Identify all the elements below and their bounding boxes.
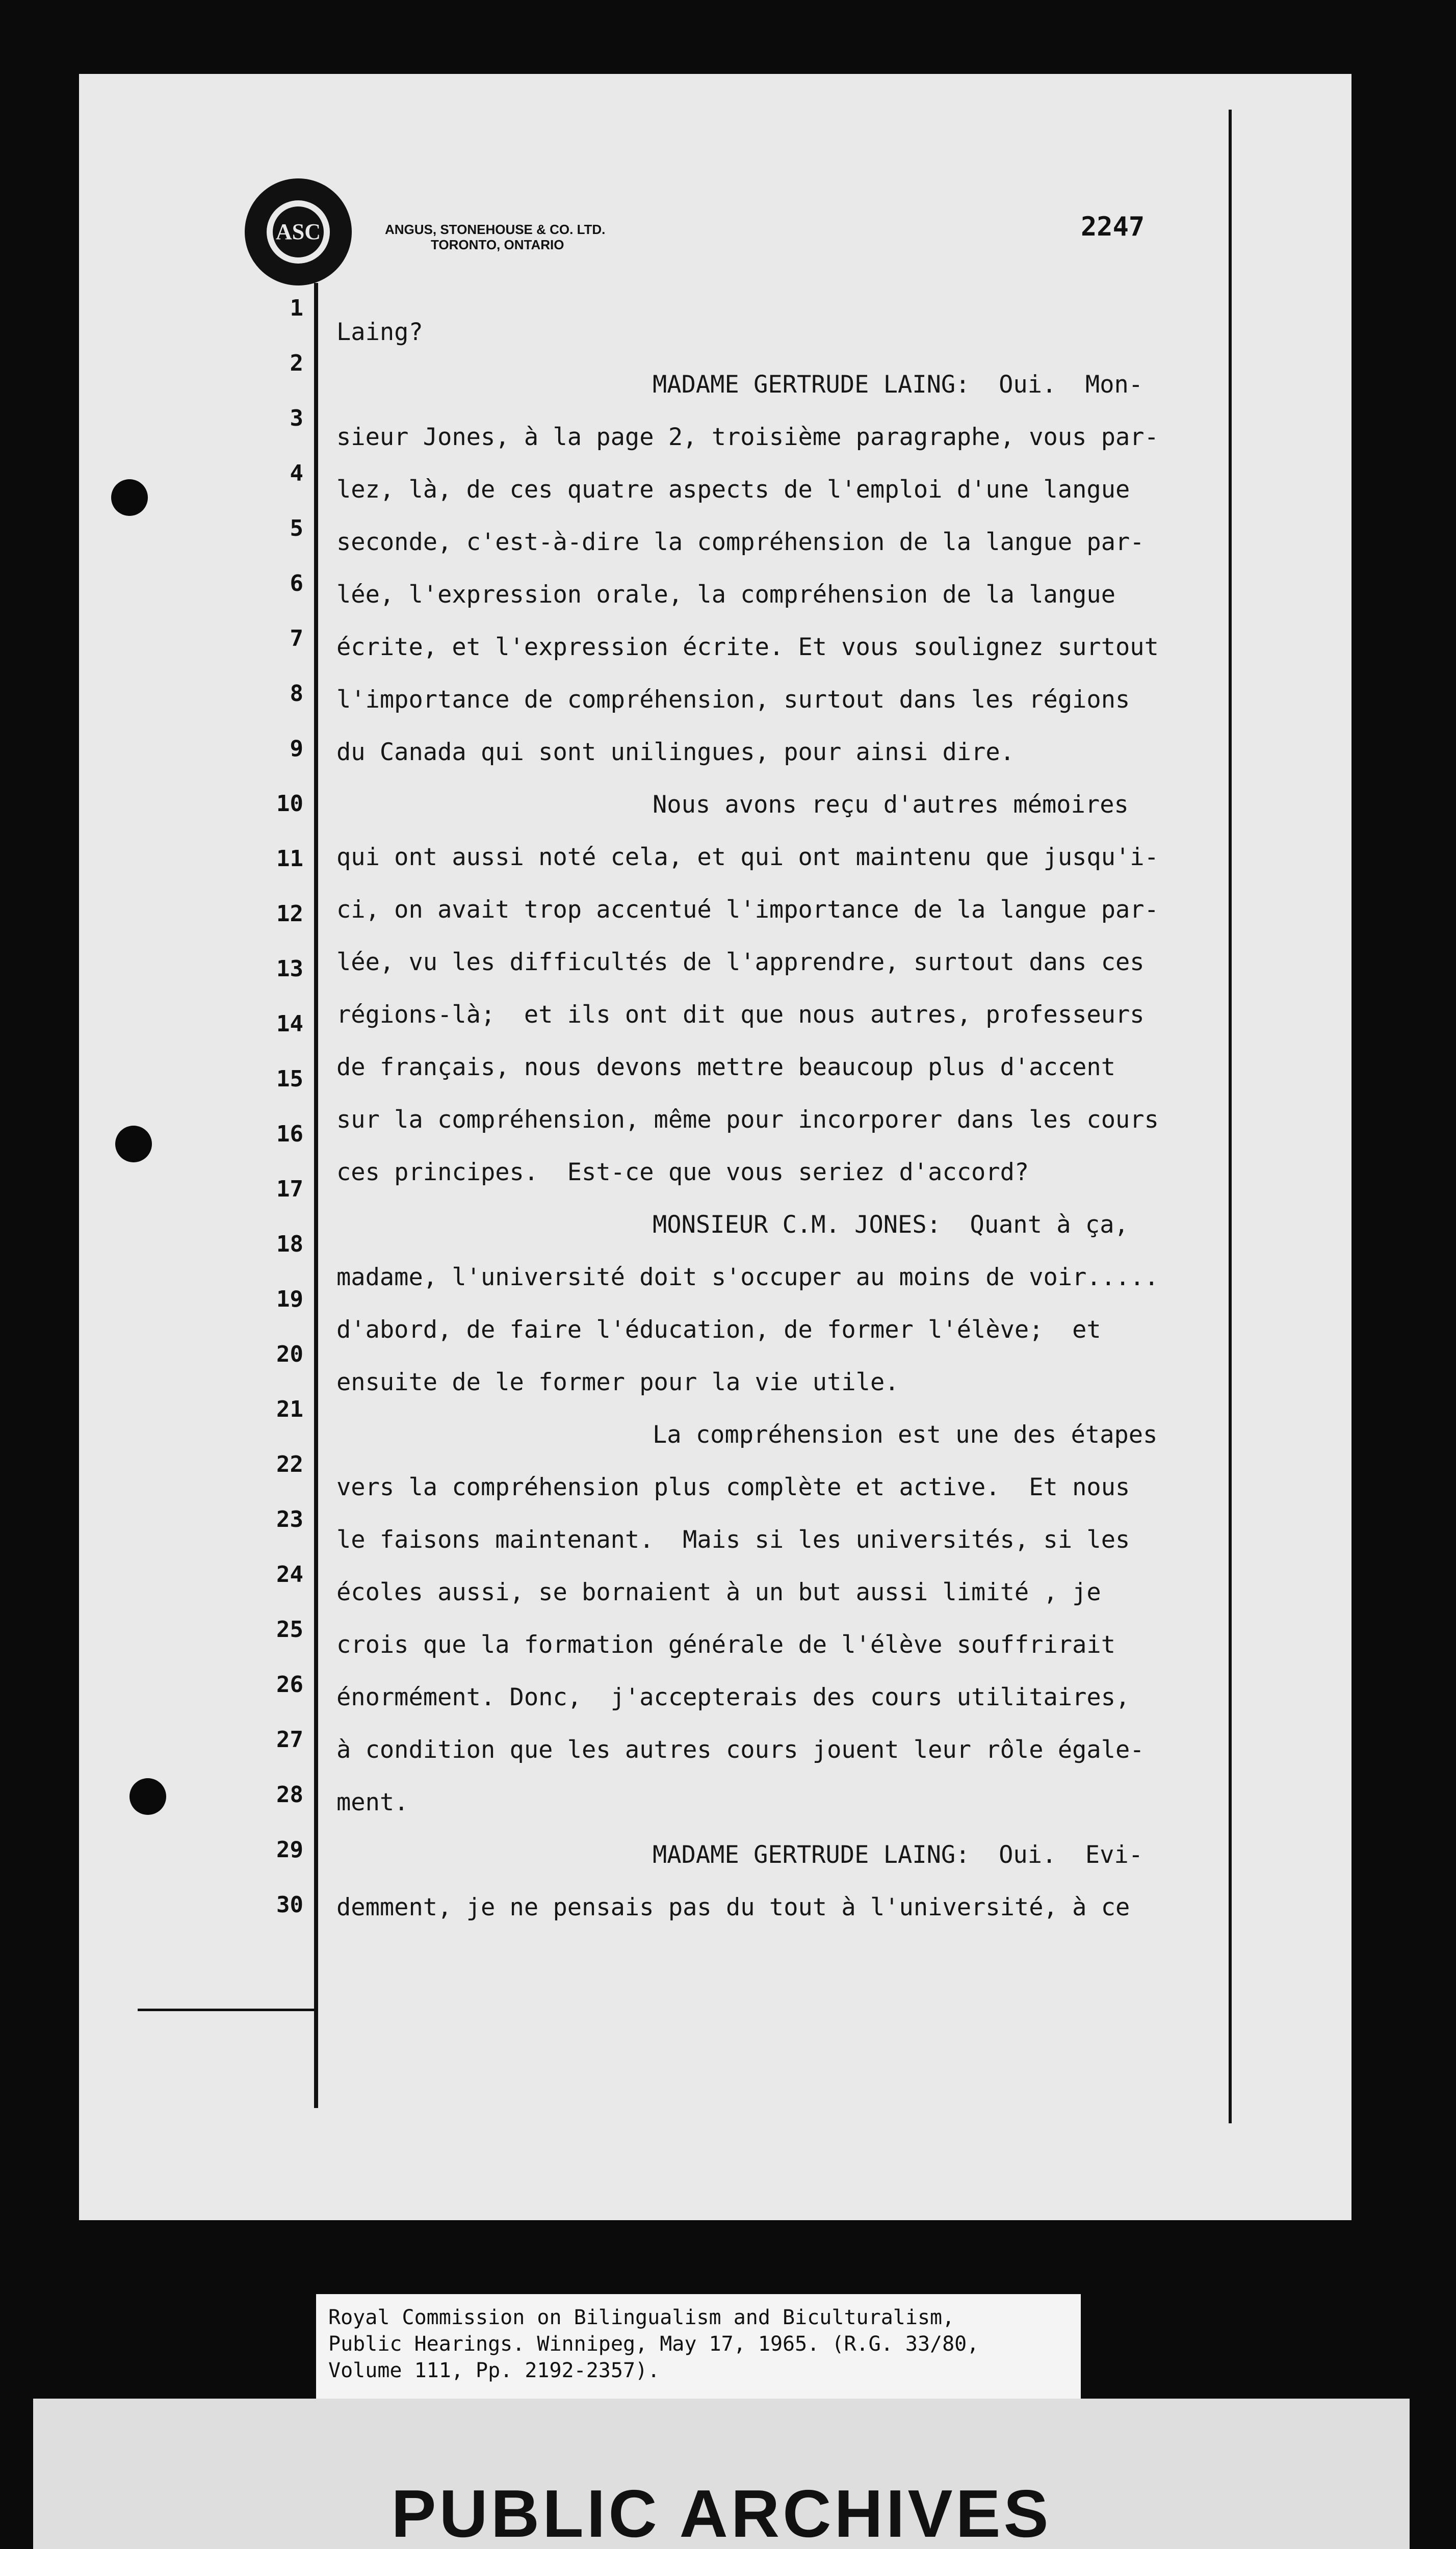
- line-number: 18: [276, 1231, 303, 1257]
- line-number: 10: [276, 791, 303, 817]
- transcript-line: sur la compréhension, même pour incorporer dans les cours: [336, 1106, 1159, 1134]
- transcript-line: MADAME GERTRUDE LAING: Oui. Mon-: [653, 371, 1143, 399]
- transcript-line: sieur Jones, à la page 2, troisième paragraphe, vous par-: [336, 423, 1159, 451]
- transcript-line: lée, vu les difficultés de l'apprendre, surtout dans ces: [336, 948, 1145, 976]
- transcript-line: ensuite de le former pour la vie utile.: [336, 1368, 899, 1396]
- line-number: 20: [276, 1341, 303, 1367]
- public-archives-stamp: [33, 2399, 1410, 2549]
- line-number: 3: [290, 405, 303, 431]
- line-number: 29: [276, 1837, 303, 1863]
- line-number: 6: [290, 570, 303, 596]
- line-number: 17: [276, 1176, 303, 1202]
- company-line-2: TORONTO, ONTARIO: [431, 237, 564, 252]
- line-number: 14: [276, 1011, 303, 1037]
- page-number: 2247: [1081, 212, 1145, 242]
- transcript-body: [336, 306, 1305, 1934]
- line-number: 7: [290, 626, 303, 652]
- stamp-line-1: PUBLIC ARCHIVES: [391, 2476, 1052, 2549]
- transcript-line: MONSIEUR C.M. JONES: Quant à ça,: [653, 1211, 1129, 1239]
- line-number: 19: [276, 1286, 303, 1312]
- transcript-line: vers la compréhension plus complète et active. Et nous: [336, 1473, 1130, 1501]
- transcript-line: ment.: [336, 1788, 409, 1816]
- archive-label-line-3: Volume 111, Pp. 2192-2357).: [328, 2359, 660, 2382]
- line-number: 5: [290, 515, 303, 541]
- line-number: 2: [290, 350, 303, 376]
- transcript-line: régions-là; et ils ont dit que nous autres, professeurs: [336, 1001, 1145, 1029]
- punch-hole: [115, 1126, 152, 1162]
- line-number: 25: [276, 1617, 303, 1643]
- transcript-line: ces principes. Est-ce que vous seriez d'accord?: [336, 1158, 1029, 1186]
- line-number: 28: [276, 1782, 303, 1808]
- transcript-line: à condition que les autres cours jouent leur rôle égale-: [336, 1736, 1145, 1764]
- transcript-line: d'abord, de faire l'éducation, de former l'élève; et: [336, 1316, 1101, 1344]
- transcript-line: l'importance de compréhension, surtout dans les régions: [336, 686, 1130, 714]
- transcript-line: lée, l'expression orale, la compréhension de la langue: [336, 581, 1116, 609]
- line-number: 13: [276, 956, 303, 982]
- line-number: 11: [276, 846, 303, 872]
- line-number: 8: [290, 681, 303, 707]
- transcript-line: MADAME GERTRUDE LAING: Oui. Evi-: [653, 1841, 1143, 1869]
- line-number: 22: [276, 1451, 303, 1477]
- line-number: 30: [276, 1892, 303, 1918]
- line-number: 27: [276, 1727, 303, 1753]
- line-number: 15: [276, 1066, 303, 1092]
- transcript-line: le faisons maintenant. Mais si les universités, si les: [336, 1526, 1130, 1554]
- company-name: [385, 222, 605, 252]
- line-number: 26: [276, 1672, 303, 1698]
- line-number-column: [268, 295, 303, 1950]
- transcript-line: de français, nous devons mettre beaucoup plus d'accent: [336, 1053, 1116, 1081]
- transcript-line: lez, là, de ces quatre aspects de l'emploi d'une langue: [336, 476, 1130, 504]
- line-number: 9: [290, 736, 303, 762]
- transcript-line: du Canada qui sont unilingues, pour ainsi dire.: [336, 738, 1015, 766]
- transcript-line: La compréhension est une des étapes: [653, 1421, 1158, 1449]
- transcript-line: demment, je ne pensais pas du tout à l'université, à ce: [336, 1893, 1130, 1921]
- transcript-line: madame, l'université doit s'occuper au moins de voir.....: [336, 1263, 1159, 1291]
- transcript-page: [79, 74, 1351, 2220]
- transcript-line: énormément. Donc, j'accepterais des cours utilitaires,: [336, 1683, 1130, 1711]
- line-number: 21: [276, 1396, 303, 1422]
- archive-label-line-2: Public Hearings. Winnipeg, May 17, 1965. (R.G. 33/80,: [328, 2332, 979, 2356]
- transcript-line: écoles aussi, se bornaient à un but aussi limité , je: [336, 1578, 1101, 1606]
- svg-text:ASC: ASC: [275, 219, 321, 244]
- archive-label-line-1: Royal Commission on Bilingualism and Biculturalism,: [328, 2306, 955, 2329]
- transcript-line: ci, on avait trop accentué l'importance de la langue par-: [336, 896, 1159, 924]
- line-number: 1: [290, 295, 303, 321]
- left-margin-rule: [314, 283, 318, 2108]
- line-number: 24: [276, 1562, 303, 1588]
- archive-reference-label: [316, 2294, 1081, 2416]
- line-number: 4: [290, 460, 303, 486]
- line-30-marker-rule: [138, 2009, 316, 2011]
- transcript-line: crois que la formation générale de l'élève souffrirait: [336, 1631, 1116, 1659]
- transcript-line: Laing?: [336, 318, 423, 346]
- punch-hole: [129, 1778, 166, 1815]
- transcript-line: Nous avons reçu d'autres mémoires: [653, 791, 1129, 819]
- punch-hole: [111, 479, 148, 516]
- transcript-line: qui ont aussi noté cela, et qui ont maintenu que jusqu'i-: [336, 843, 1159, 871]
- transcript-line: seconde, c'est-à-dire la compréhension de la langue par-: [336, 528, 1145, 556]
- transcription-logo: [242, 176, 354, 288]
- company-line-1: ANGUS, STONEHOUSE & CO. LTD.: [385, 222, 606, 237]
- transcript-line: écrite, et l'expression écrite. Et vous soulignez surtout: [336, 633, 1159, 661]
- line-number: 16: [276, 1121, 303, 1147]
- line-number: 23: [276, 1506, 303, 1532]
- line-number: 12: [276, 901, 303, 927]
